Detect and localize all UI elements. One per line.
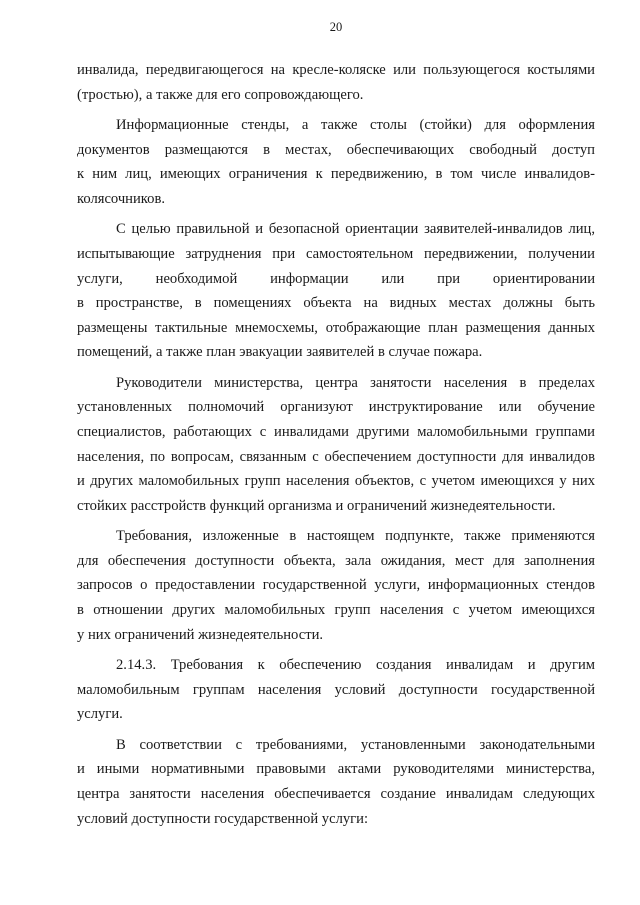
text-line: специалистов, работающих с инвалидами другими маломобильными группами: [77, 423, 595, 440]
text-line: и иными нормативными правовыми актами руководителями министерства,: [77, 761, 595, 778]
text-line: населения, по вопросам, связанным с обеспечением доступности для инвалидов: [77, 448, 595, 465]
text-line: помещений, а также план эвакуации заявителей в случае пожара.: [77, 344, 483, 361]
text-line: (тростью), а также для его сопровождающего.: [77, 86, 364, 103]
text-line: условий доступности государственной услуги:: [77, 810, 369, 827]
text-line: для обеспечения доступности объекта, зала ожидания, мест для заполнения: [77, 552, 595, 569]
text-line: документов размещаются в местах, обеспечивающих свободный доступ: [77, 141, 595, 158]
text-line: запросов о предоставлении государственной услуги, информационных стендов: [77, 577, 595, 594]
text-line: Требования, изложенные в настоящем подпункте, также применяются: [116, 528, 595, 545]
text-line: Информационные стенды, а также столы (стойки) для оформления: [116, 117, 595, 134]
paragraph: [77, 113, 595, 211]
text-line: колясочников.: [77, 190, 165, 207]
text-line: инвалида, передвигающегося на кресле-коляске или пользующегося костылями: [77, 62, 595, 78]
text-line: испытывающие затруднения при самостоятельном передвижении, получении: [77, 245, 595, 262]
text-line: у них ограничений жизнедеятельности.: [77, 626, 324, 643]
text-line: установленных полномочий организуют инструктирование или обучение: [77, 399, 595, 416]
paragraph: [77, 217, 595, 365]
text-line: в пространстве, в помещениях объекта на видных местах должны быть: [77, 295, 595, 312]
paragraph: [77, 524, 595, 647]
text-line: стойких расстройств функций организма и ограничений жизнедеятельности.: [77, 497, 556, 514]
text-line: услуги, необходимой информации или при ориентировании: [77, 270, 595, 287]
paragraph: [77, 733, 595, 831]
text-line: С целью правильной и безопасной ориентации заявителей-инвалидов лиц,: [116, 221, 595, 238]
text-line: и других маломобильных групп населения объектов, с учетом имеющихся у них: [77, 473, 595, 490]
text-line: В соответствии с требованиями, установленными законодательными: [116, 736, 595, 753]
text-line: маломобильным группам населения условий доступности государственной: [77, 681, 595, 698]
paragraph: [77, 653, 595, 727]
text-line: в отношении других маломобильных групп населения с учетом имеющихся: [77, 602, 595, 619]
text-line: 2.14.3. Требования к обеспечению создания инвалидам и другим: [116, 657, 595, 674]
paragraph: [77, 58, 595, 107]
page-number: 20: [329, 20, 343, 34]
text-line: размещены тактильные мнемосхемы, отображающие план размещения данных: [77, 319, 595, 336]
text-line: услуги.: [77, 706, 123, 723]
paragraph: [77, 371, 595, 519]
text-line: Руководители министерства, центра занятости населения в пределах: [116, 374, 595, 391]
text-line: центра занятости населения обеспечивается создание инвалидам следующих: [77, 785, 595, 802]
text-line: к ним лиц, имеющих ограничения к передвижению, в том числе инвалидов-: [77, 166, 595, 183]
document-body: [77, 58, 595, 837]
